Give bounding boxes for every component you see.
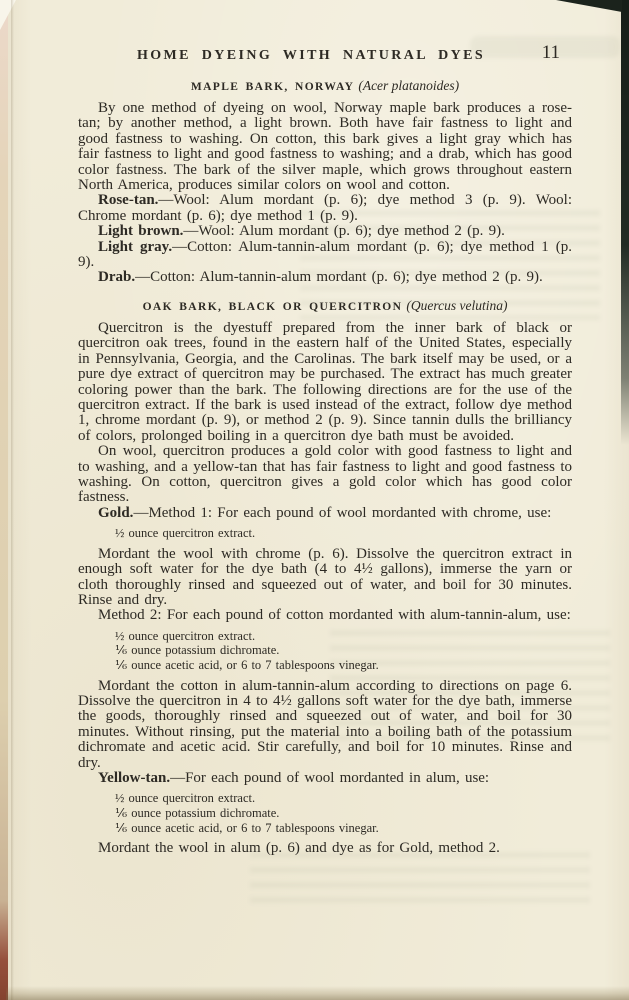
recipe-directions: —Wool: Alum mordant (p. 6); dye method 2 (p. 9).	[183, 223, 505, 240]
section-heading-species: (Quercus velutina)	[406, 297, 508, 313]
running-head-title: HOME DYEING WITH NATURAL DYES	[136, 48, 486, 63]
paragraph-final: Mordant the wool in alum (p. 6) and dye as for Gold, method 2.	[98, 840, 500, 857]
page-number: 11	[541, 42, 560, 63]
recipe-color-name: Rose-tan.	[98, 192, 159, 209]
paragraph-quercitron-colors: On wool, quercitron produces a gold color with good fastness to light and to washing, and a yellow-tan that has fair fastness to light and good fastness to washing. On cotton, quercitron gives a gold color which has good color fastness.	[78, 443, 572, 506]
section-heading-caps: OAK BARK, BLACK OR QUERCITRON	[142, 300, 403, 313]
ingredient-item: ½ ounce quercitron extract.	[115, 628, 256, 643]
recipe-yellow-tan	[78, 771, 572, 786]
paragraph-gold-method1: Mordant the wool with chrome (p. 6). Dissolve the quercitron extract in enough soft water for the dye bath (4 to 4½ gallons), immerse the yarn or cloth thoroughly rinsed and squeezed out of water, and boil for 30 minutes. Rinse and dry.	[78, 545, 572, 608]
recipe-directions: —Cotton: Alum-tannin-alum mordant (p. 6); dye method 2 (p. 9).	[135, 269, 543, 286]
recipe-directions: —For each pound of wool mordanted in alum, use:	[170, 770, 490, 786]
page-bottom-shadow	[6, 986, 629, 1000]
ingredient-list-yellow-tan	[115, 791, 572, 835]
recipe-directions: —Wool: Alum mordant (p. 6); dye method 3 (p. 9). Wool: Chrome mordant (p. 6); dye method 1 (p. 9).	[78, 192, 572, 224]
section-heading-oak-bark	[78, 296, 572, 315]
recipe-color-name: Yellow-tan.	[98, 770, 171, 786]
page-left-crease	[11, 0, 14, 1000]
ingredient-item: ⅙ ounce acetic acid, or 6 to 7 tablespoons vinegar.	[115, 820, 379, 835]
page-left-edge	[0, 0, 8, 1000]
ingredient-list-gold	[115, 526, 572, 541]
recipe-directions: —Method 1: For each pound of wool mordanted with chrome, use:	[133, 504, 552, 521]
recipe-color-name: Drab.	[98, 269, 136, 286]
paragraph-maple-intro: By one method of dyeing on wool, Norway maple bark produces a rose-tan; by another method, a light brown. Both have fair fastness to light and good fastness to washing. On cotton, this bark gives a light gray which has fair fastness to light and good fastness to washing; and a drab, which has good color fastness. The bark of the silver maple, which grows throughout eastern North America, produces similar colors on wool and cotton.	[78, 100, 572, 194]
paragraph-quercitron-intro: Quercitron is the dyestuff prepared from the inner bark of black or quercitron oak trees, found in the eastern half of the United States, especially in Pennsylvania, Georgia, and the Carolinas. The bark itself may be used, or a pure dye extract of quercitron may be purchased. The extract has much greater coloring power than the bark. The following directions are for the use of the quercitron extract. If the bark is used instead of the extract, follow dye method 1, chrome mordant (p. 9), or method 2 (p. 9). Since tannin dulls the brilliancy of colors, prolonged boiling in a quercitron dye bath must be avoided.	[78, 319, 572, 444]
show-through-smudge	[250, 852, 590, 904]
section-heading-species: (Acer platanoides)	[358, 78, 460, 93]
ingredient-item: ⅙ ounce acetic acid, or 6 to 7 tablespoons vinegar.	[115, 657, 379, 672]
recipe-light-gray	[78, 240, 572, 271]
running-head	[78, 42, 572, 64]
ingredient-item: ⅙ ounce potassium dichromate.	[115, 806, 280, 820]
recipe-gold	[78, 506, 572, 521]
recipe-color-name: Light brown.	[98, 223, 184, 240]
recipe-drab	[78, 270, 572, 285]
recipe-directions: —Cotton: Alum-tannin-alum mordant (p. 6); dye method 1 (p. 9).	[78, 238, 572, 271]
recipe-color-name: Gold.	[98, 504, 134, 521]
page-content	[78, 42, 572, 857]
section-heading-caps: MAPLE BARK, NORWAY	[190, 81, 355, 93]
scan-dark-right-edge	[621, 0, 629, 445]
ingredient-list-method2	[115, 629, 572, 673]
recipe-light-brown	[78, 224, 572, 239]
paragraph-gold-method2: Mordant the cotton in alum-tannin-alum according to directions on page 6. Dissolve the quercitron in 4 to 4½ gallons soft water for the dye bath, immerse the goods, thoroughly rinsed and squeezed out of water, and boil for 30 minutes. Without rinsing, put the material into a boiling bath of the potassium dichromate and acetic acid. Stir carefully, and boil for 10 minutes. Rinse and dry.	[78, 677, 572, 771]
paragraph-gold-method2-intro: Method 2: For each pound of cotton mordanted with alum-tannin-alum, use:	[98, 607, 571, 624]
section-heading-maple-bark	[78, 76, 572, 95]
recipe-color-name: Light gray.	[98, 238, 173, 255]
ingredient-item: ⅙ ounce potassium dichromate.	[115, 643, 280, 658]
ingredient-item: ½ ounce quercitron extract.	[115, 791, 256, 806]
recipe-rose-tan	[78, 193, 572, 224]
ingredient-item: ½ ounce quercitron extract.	[115, 526, 256, 541]
scan-dark-corner-wedge	[556, 0, 622, 12]
